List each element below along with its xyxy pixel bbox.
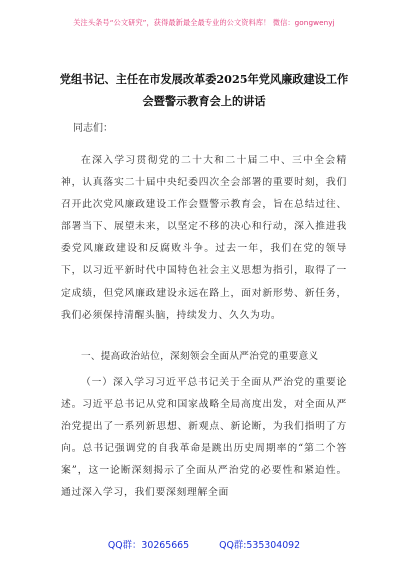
title-line-2: 会暨警示教育会上的讲话 <box>142 94 266 108</box>
footer-contact <box>0 537 408 551</box>
document-title <box>52 68 356 112</box>
section-1-paragraph: （一）深入学习习近平总书记关于全面从严治党的重要论述。习近平总书记从党和国家战略全局高度出发，对全面从严治党提出了一系列新思想、新观点、新论断，为我们指明了方向。总书记强调党的自我革命是跳出历史周期率的“第二个答案”，这一论断深刻揭示了全面从严治党的必要性和紧迫性。通过深入学习，我们要深刻理解全面 <box>61 377 347 499</box>
qq-group-1: QQ群：30265665 <box>107 540 190 551</box>
qq-group-2: QQ群:535304092 <box>219 540 301 551</box>
title-line-1: 党组书记、主任在市发展改革委2025年党风廉政建设工作 <box>59 72 349 86</box>
salutation: 同志们： <box>73 123 113 134</box>
promo-banner: 关注头条号“公文研究”，获得最新最全最专业的公文资料库！ 微信：gongwenyj <box>73 18 335 27</box>
intro-paragraph: 在深入学习贯彻党的二十大和二十届二中、三中全会精神，认真落实二十届中央纪委四次全会部署的重要时刻，我们召开此次党风廉政建设工作会暨警示教育会，旨在总结过往、部署当下、展望未来，以坚定不移的决心和行动，深入推进我委党风廉政建设和反腐败斗争。过去一年，我们在党的领导下，以习近平新时代中国特色社会主义思想为指引，取得了一定成绩，但党风廉政建设永远在路上，面对新形势、新任务，我们必须保持清醒头脑，持续发力、久久为功。 <box>61 155 347 321</box>
section-heading-1: 一、提高政治站位，深刻领会全面从严治党的重要意义 <box>81 351 319 362</box>
